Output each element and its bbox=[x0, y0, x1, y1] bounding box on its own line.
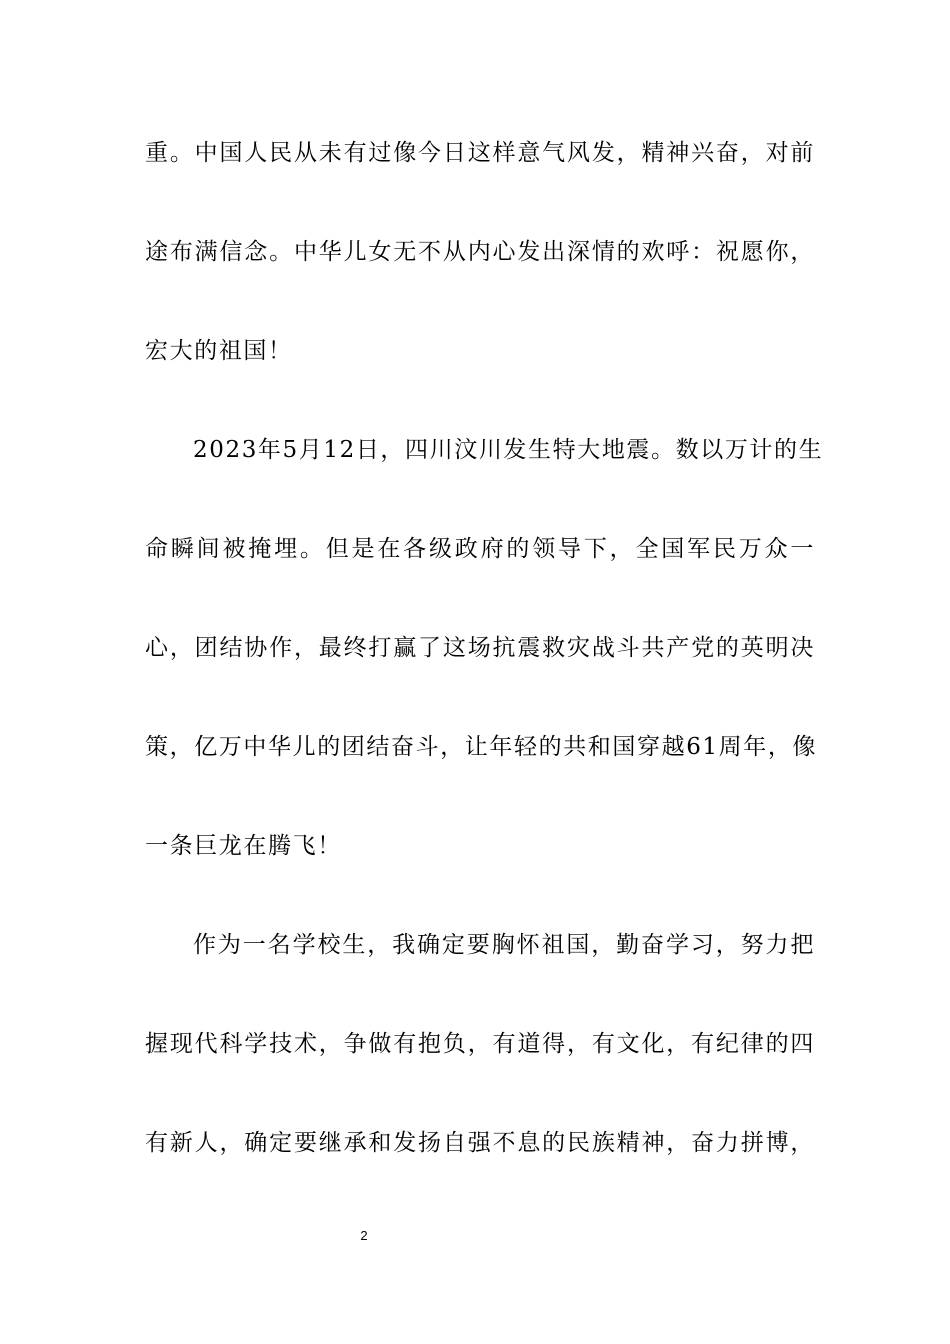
text-line: 一条巨龙在腾飞！ bbox=[145, 833, 342, 859]
text-line: 心，团结协作，最终打赢了这场抗震救灾战斗共产党的英明决 bbox=[145, 635, 815, 661]
text-line: 途布满信念。中华儿女无不从内心发出深情的欢呼：祝愿你， bbox=[145, 239, 815, 265]
text-line: 2023年5月12日，四川汶川发生特大地震。数以万计的生 bbox=[193, 437, 824, 463]
text-line: 握现代科学技术，争做有抱负，有道得，有文化，有纪律的四 bbox=[145, 1031, 815, 1057]
page-number: 2 bbox=[360, 1228, 368, 1243]
text-line: 策，亿万中华儿的团结奋斗，让年轻的共和国穿越61周年，像 bbox=[145, 734, 818, 760]
text-line: 宏大的祖国！ bbox=[145, 338, 293, 364]
text-line: 有新人，确定要继承和发扬自强不息的民族精神，奋力拼博， bbox=[145, 1130, 815, 1156]
text-line: 作为一名学校生，我确定要胸怀祖国，勤奋学习，努力把 bbox=[193, 932, 815, 958]
text-line: 命瞬间被掩埋。但是在各级政府的领导下，全国军民万众一 bbox=[145, 536, 815, 562]
text-line: 重。中国人民从未有过像今日这样意气风发，精神兴奋，对前 bbox=[145, 140, 815, 166]
